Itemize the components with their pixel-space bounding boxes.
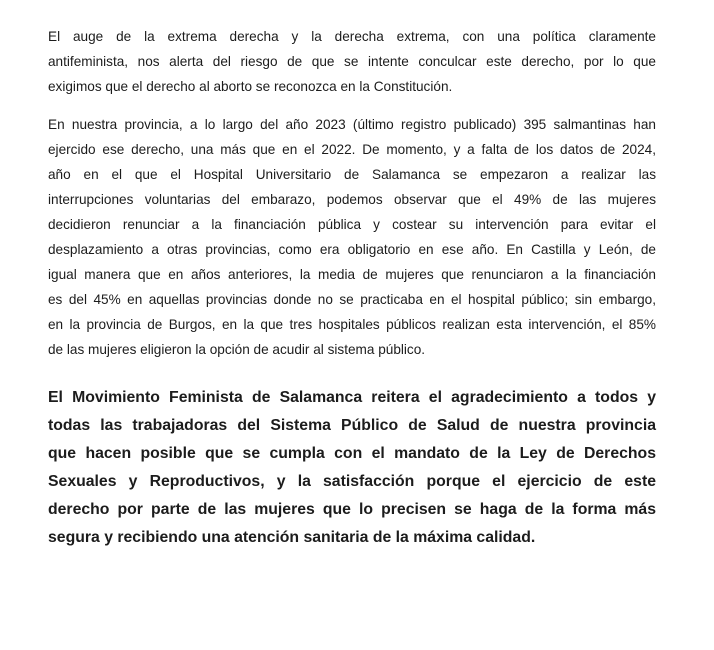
- document-body: [48, 24, 656, 552]
- text-line: decidieron renunciar a la financiación pública y costear su intervención para evitar el: [48, 217, 656, 232]
- text-line: en la provincia de Burgos, en la que tres hospitales públicos realizan esta intervención, el 85%: [48, 317, 656, 332]
- text-line: ejercido ese derecho, una más que en el 2022. De momento, y a falta de los datos de 2024,: [48, 142, 656, 157]
- paragraph: [48, 384, 656, 552]
- text-line: igual manera que en años anteriores, la media de mujeres que renunciaron a la financiación: [48, 267, 656, 282]
- text-line: que hacen posible que se cumpla con el mandato de la Ley de Derechos: [48, 445, 656, 462]
- paragraph: [48, 24, 656, 99]
- text-line: El auge de la extrema derecha y la derecha extrema, con una política claramente: [48, 29, 656, 44]
- text-line: En nuestra provincia, a lo largo del año 2023 (último registro publicado) 395 salmantinas han: [48, 117, 656, 132]
- text-line: derecho por parte de las mujeres que lo precisen se haga de la forma más: [48, 501, 656, 518]
- text-line: antifeminista, nos alerta del riesgo de que se intente conculcar este derecho, por lo que: [48, 54, 656, 69]
- text-line: es del 45% en aquellas provincias donde no se practicaba en el hospital público; sin embargo,: [48, 292, 656, 307]
- text-line: segura y recibiendo una atención sanitaria de la máxima calidad.: [48, 529, 536, 546]
- paragraph: [48, 112, 656, 362]
- text-line: año en el que el Hospital Universitario de Salamanca se empezaron a realizar las: [48, 167, 656, 182]
- text-line: interrupciones voluntarias del embarazo, podemos observar que el 49% de las mujeres: [48, 192, 656, 207]
- text-line: El Movimiento Feminista de Salamanca reitera el agradecimiento a todos y: [48, 389, 656, 406]
- text-line: exigimos que el derecho al aborto se reconozca en la Constitución.: [48, 79, 453, 94]
- text-line: todas las trabajadoras del Sistema Público de Salud de nuestra provincia: [48, 417, 656, 434]
- text-line: Sexuales y Reproductivos, y la satisfacción porque el ejercicio de este: [48, 473, 656, 490]
- text-line: desplazamiento a otras provincias, como era obligatorio en ese año. En Castilla y León, de: [48, 242, 656, 257]
- text-line: de las mujeres eligieron la opción de acudir al sistema público.: [48, 342, 426, 357]
